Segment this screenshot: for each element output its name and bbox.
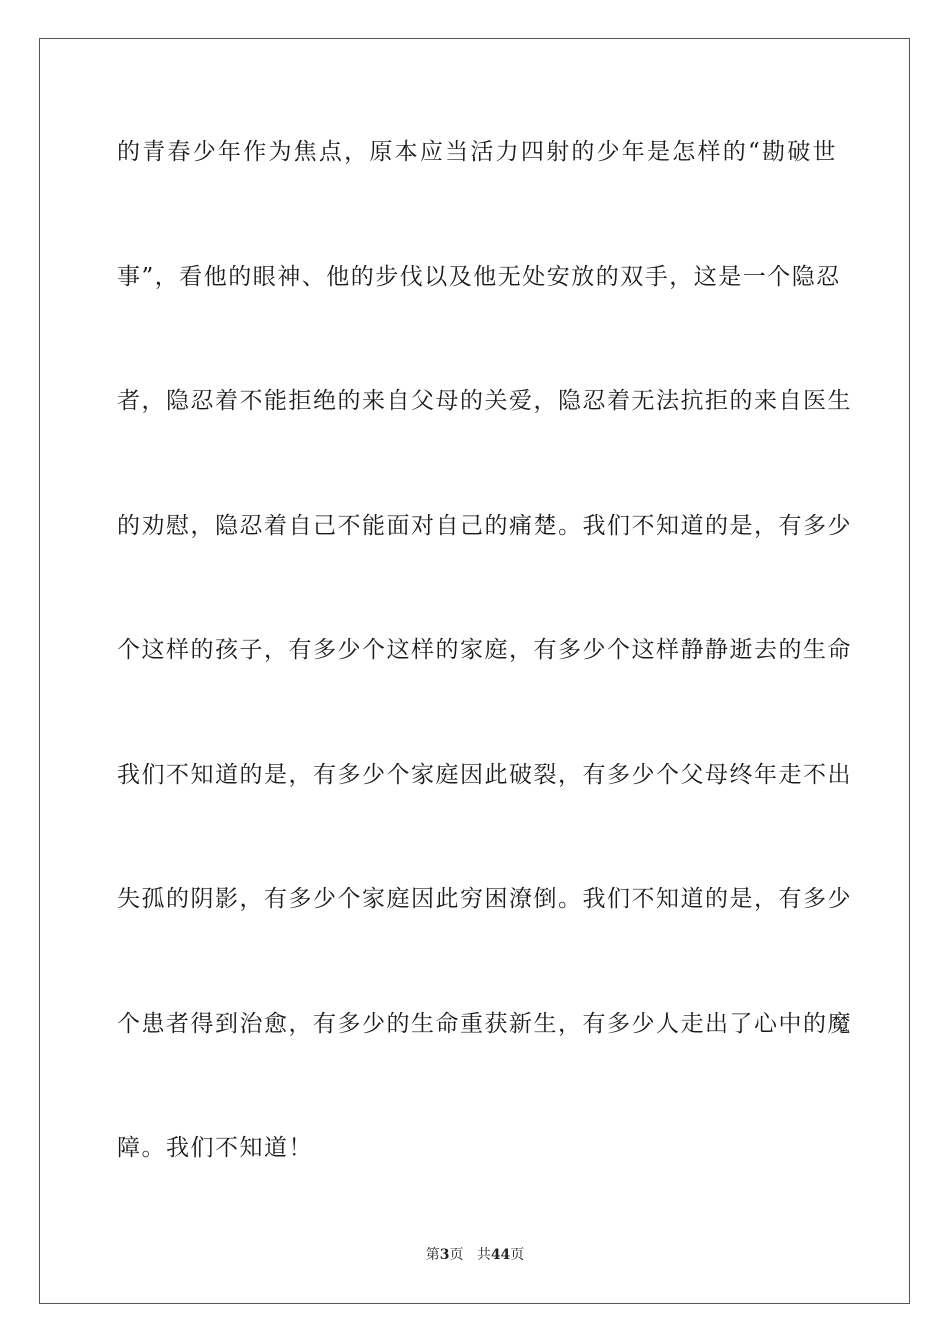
total-pages: 44	[490, 1247, 511, 1263]
page-number: 3	[439, 1247, 450, 1263]
text-line-4: 的劝慰，隐忍着自己不能面对自己的痛楚。我们不知道的是，有多少	[117, 512, 852, 539]
total-suffix: 页	[510, 1247, 525, 1263]
text-line-8: 个患者得到治愈，有多少的生命重获新生，有多少人走出了心中的魔	[117, 1010, 852, 1037]
page-footer	[0, 1244, 950, 1264]
text-line-5: 个这样的孩子，有多少个这样的家庭，有多少个这样静静逝去的生命	[117, 637, 852, 663]
text-line-1: 的青春少年作为焦点，原本应当活力四射的少年是怎样的“勘破世	[117, 139, 837, 165]
text-line-6: 我们不知道的是，有多少个家庭因此破裂，有多少个父母终年走不出	[117, 761, 852, 788]
page-prefix: 第	[425, 1247, 440, 1263]
text-line-3: 者，隐忍着不能拒绝的来自父母的关爱，隐忍着无法抗拒的来自医生	[117, 388, 852, 414]
text-line-2: 事”，看他的眼神、他的步伐以及他无处安放的双手，这是一个隐忍	[117, 263, 841, 290]
total-prefix: 共	[476, 1247, 491, 1263]
page-suffix: 页	[449, 1247, 464, 1263]
text-line-9: 障。我们不知道！	[117, 1135, 313, 1161]
document-body	[117, 124, 852, 1245]
text-line-7: 失孤的阴影，有多少个家庭因此穷困潦倒。我们不知道的是，有多少	[117, 886, 852, 912]
